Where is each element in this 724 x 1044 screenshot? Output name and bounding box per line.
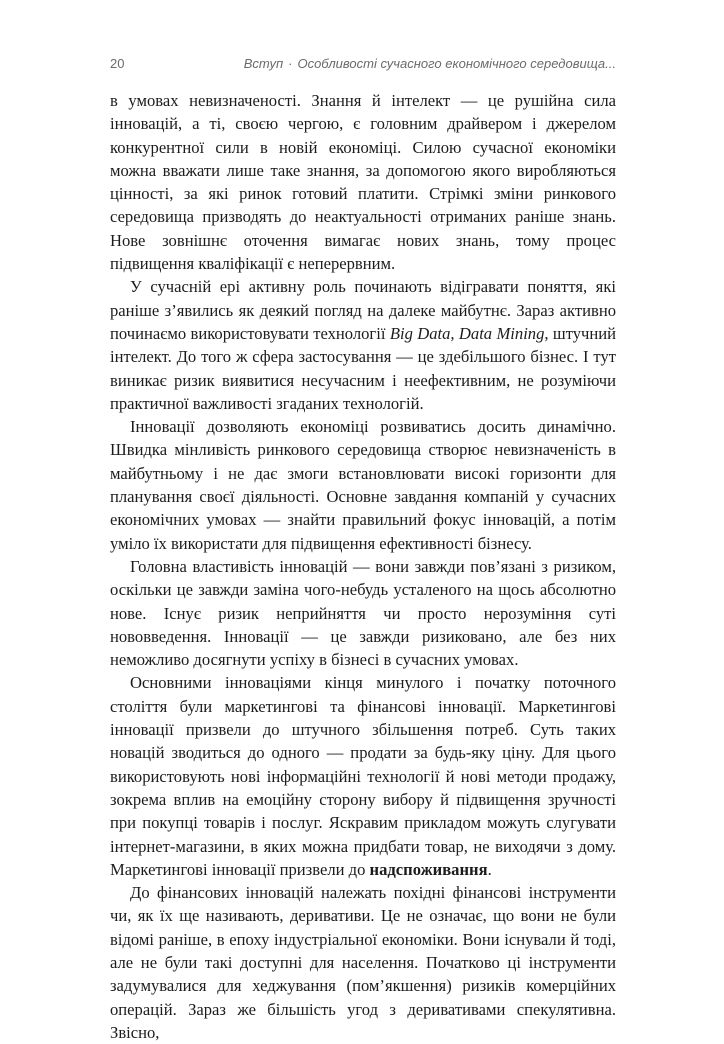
paragraph-2-emphasis: Big Data, Data Mining <box>389 323 545 343</box>
running-head-chapter-title: Особливості сучасного економічного середовища... <box>297 56 616 71</box>
running-head-separator: · <box>288 56 293 71</box>
paragraph-2-text-before: У сучасній ері активну роль починають відігравати поняття, які раніше з’явились як деякий погляд на далеке майбутнє. Зараз активно починаємо використовувати технології <box>110 277 616 343</box>
running-head-section: Вступ <box>243 56 284 71</box>
page-number: 20 <box>110 56 125 71</box>
page-header <box>110 56 616 76</box>
paragraph-5-bold-term: надспоживання <box>369 859 488 879</box>
running-head <box>244 56 616 71</box>
paragraph-6: До фінансових інновацій належать похідні фінансові інструменти чи, як їх ще називають, деривативи. Це не означає, що вони не були відомі раніше, в епоху індустріальної економіки. Вони існували й тоді, але не були такі доступні для населення. Початково ці інструменти задумувалися для хеджування (пом’якшення) ризиків комерційних операцій. Зараз же більшість угод з деривативами спекулятивна. Звісно, <box>110 883 616 1042</box>
paragraph-2 <box>110 275 616 415</box>
paragraph-4: Головна властивість інновацій — вони завжди пов’язані з ризиком, оскільки це завжди заміна чого-небудь усталеного на щось абсолютно нове. Існує ризик неприйняття чи просто нерозуміння суті нововведення. Інновації — це завжди ризиковано, але без них неможливо досягнути успіху в бізнесі в сучасних умовах. <box>110 556 616 670</box>
body-text <box>110 89 616 1044</box>
paragraph-1: в умовах невизначеності. Знання й інтелект — це рушійна сила інновацій, а ті, своєю чергою, є головним драйвером і джерелом конкурентної сили в новій економіці. Силою сучасної економіки можна вважати лише таке знання, за допомогою якого виробляються цінності, за які ринок готовий платити. Стрімкі зміни ринкового середовища призводять до неактуальності отриманих раніше знань. Нове зовнішнє оточення вимагає нових знань, тому процес підвищення кваліфікації є неперервним. <box>110 91 616 274</box>
paragraph-5 <box>110 671 616 881</box>
paragraph-2-text-after: , штучний інтелект. До того ж сфера застосування — це здебільшого бізнес. І тут виникає ризик виявитися несучасним і неефективним, не розуміючи практичної важливості згаданих технологій. <box>110 323 617 413</box>
paragraph-5-text-before: Основними інноваціями кінця минулого і початку поточного століття були маркетингові та фінансові інновації. Маркетингові інновації призвели до штучного збільшення потреб. Суть таких новацій зводиться до одного — продати за будь-яку ціну. Для цього використовують нові інформаційні технології й нові методи продажу, зокрема вплив на емоційну сторону вибору й підвищення зручності при покупці товарів і послуг. Яскравим прикладом можуть слугувати інтернет-магазини, в яких можна придбати товар, не виходячи з дому. Маркетингові інновації призвели до <box>110 673 616 879</box>
paragraph-5-text-after: . <box>487 859 492 879</box>
paragraph-3: Інновації дозволяють економіці розвиватись досить динамічно. Швидка мінливість ринкового середовища створює невизначеність в майбутньому і не дає змоги встановлювати високі горизонти для планування своєї діяльності. Основне завдання компаній у сучасних економічних умовах — знайти правильний фокус інновацій, а потім уміло їх використати для підвищення ефективності бізнесу. <box>110 417 616 553</box>
